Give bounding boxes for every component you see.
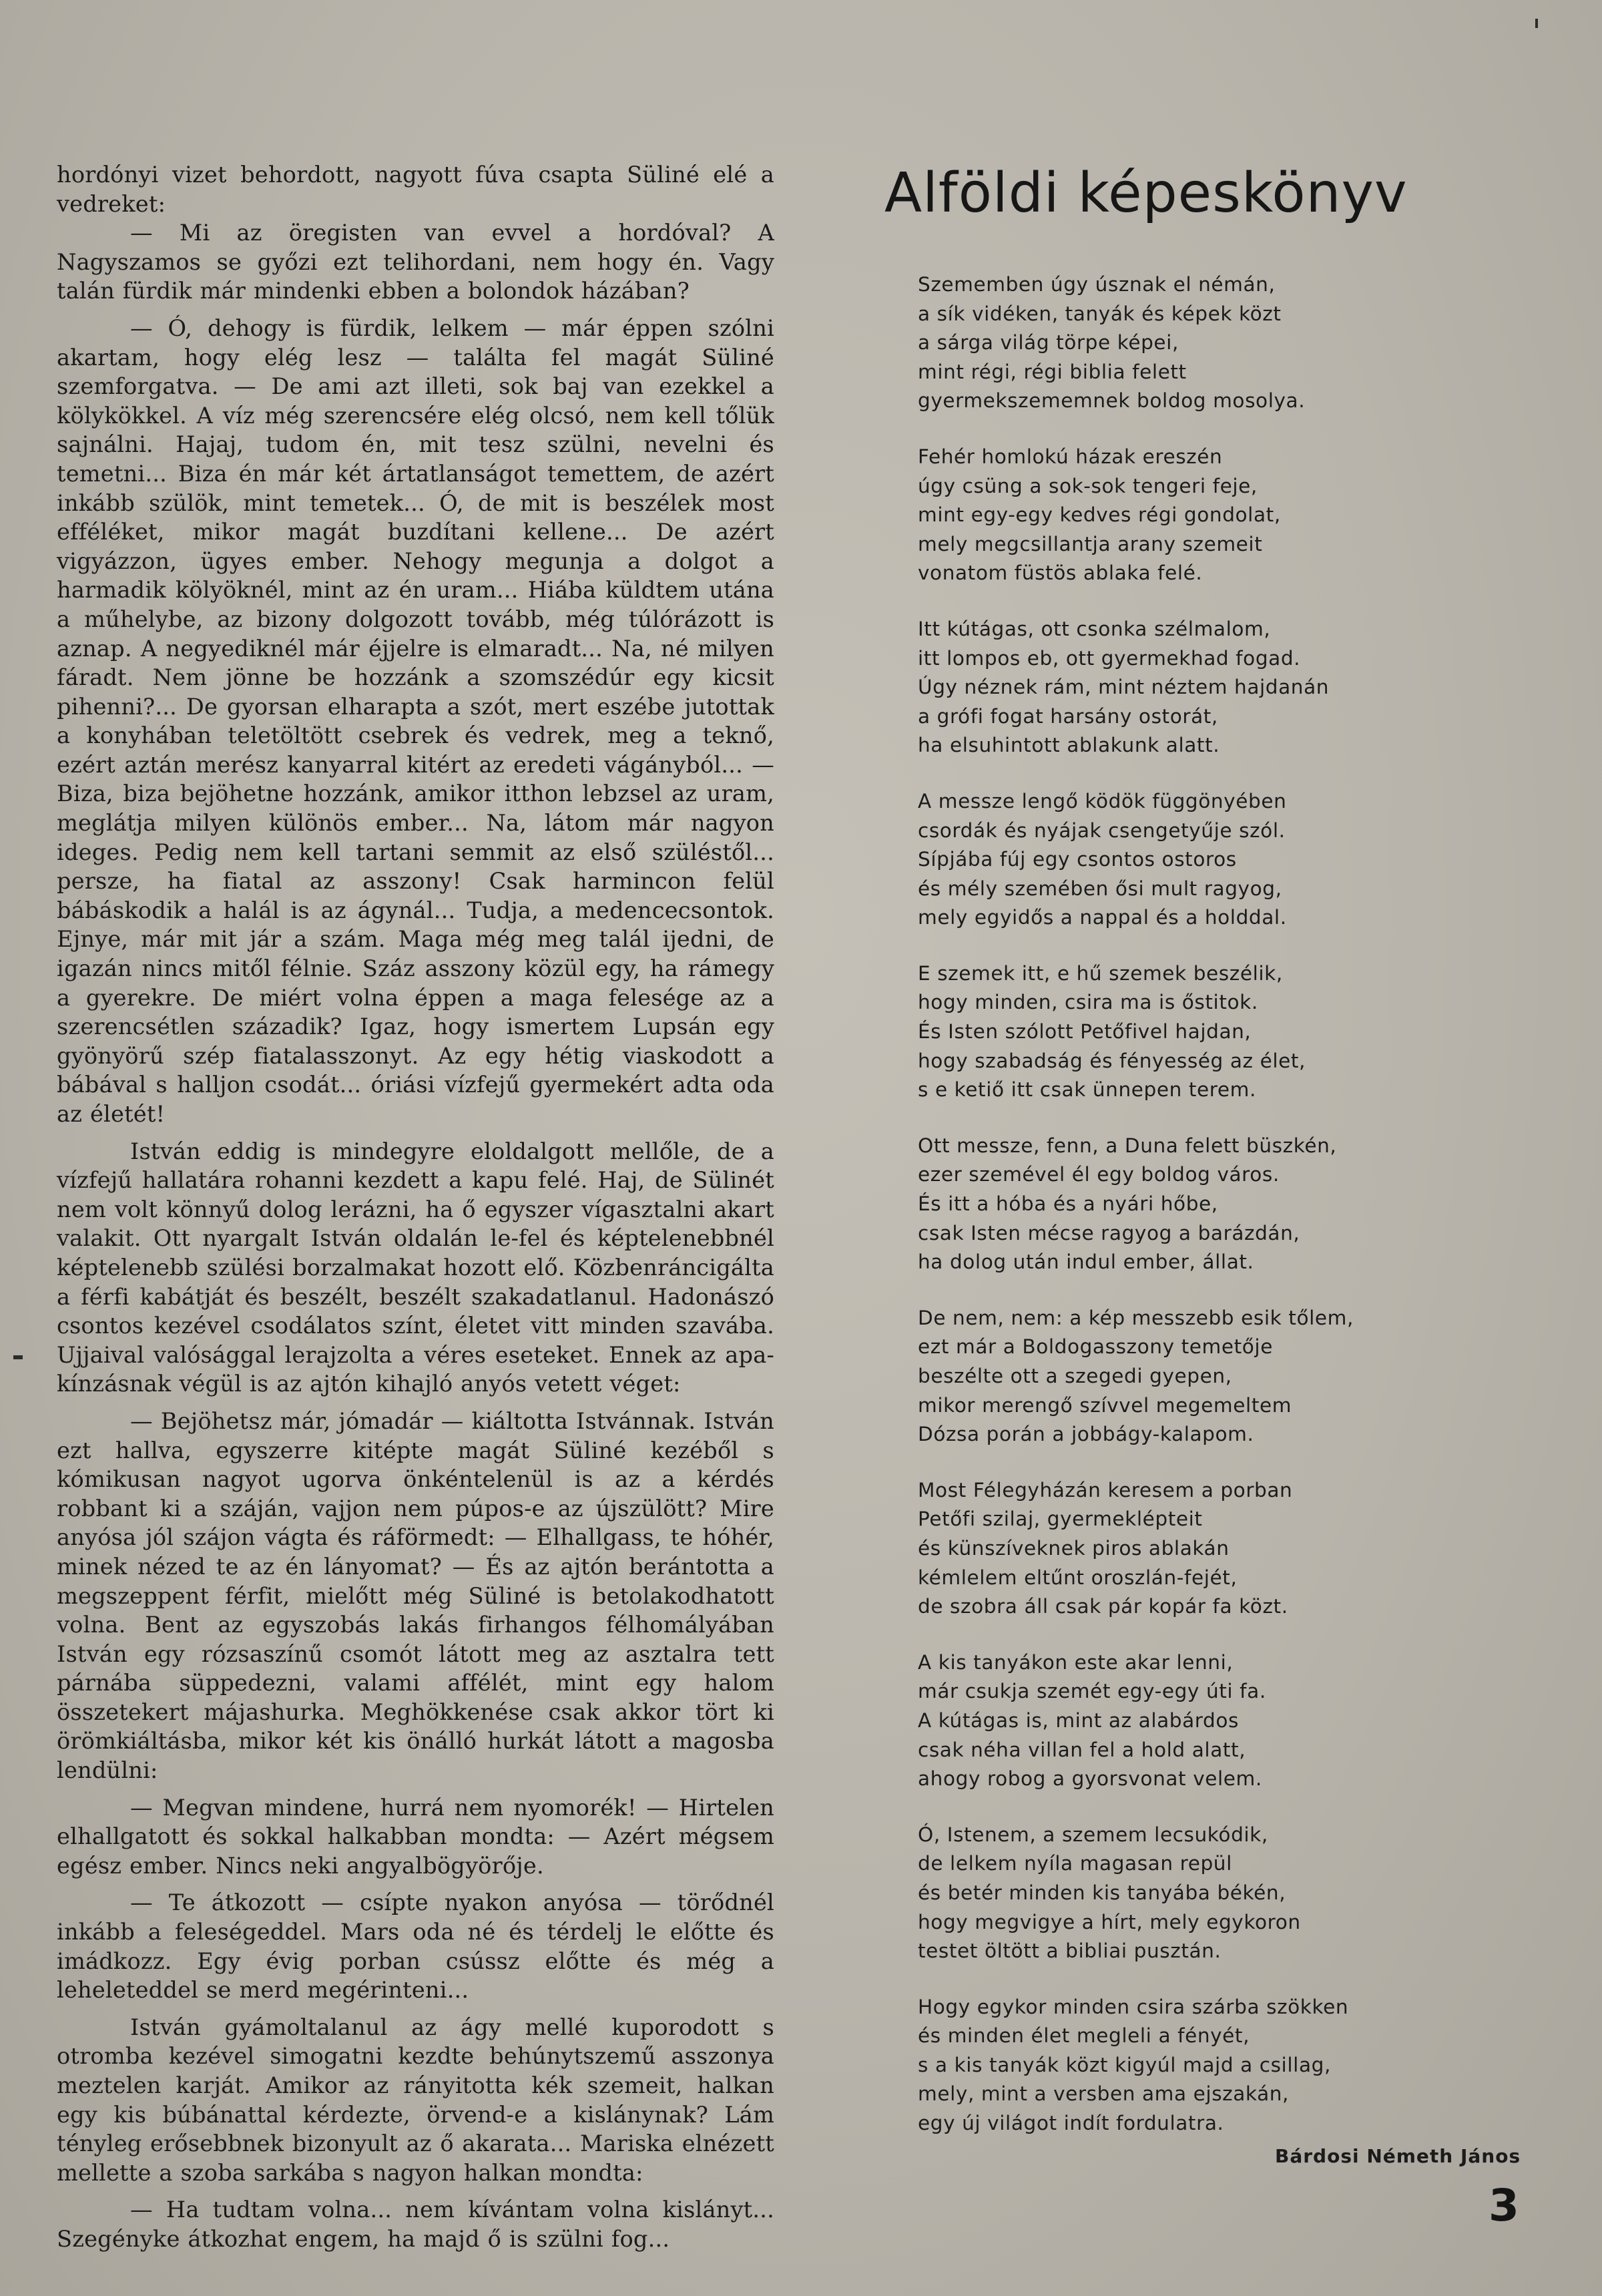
poem-line: gyermekszememnek boldog mosolya. <box>918 389 1306 413</box>
prose-paragraph: — Te átkozott — csípte nyakon anyósa — törődnél inkább a feleségeddel. Mars oda né és térdelj le előtte és imádkozz. Egy évig porban csússz előtte és még a leheleteddel se merd megérinteni... <box>57 1889 774 2004</box>
poem-line: ha elsuhintott ablakunk alatt. <box>918 734 1220 757</box>
poem-line: A kútágas is, mint az alabárdos <box>918 1708 1239 1732</box>
poem-line: testet öltött a bibliai pusztán. <box>918 1939 1222 1963</box>
poem-stanza <box>918 1993 1492 2138</box>
prose-paragraph: hordónyi vizet behordott, nagyott fúva csapta Süliné elé a vedreket: <box>57 162 774 217</box>
prose-column <box>57 160 774 2254</box>
poem-line: és minden élet megleli a fényét, <box>918 2024 1250 2048</box>
prose-paragraph: — Bejöhetsz már, jómadár — kiáltotta Istvánnak. István ezt hallva, egyszerre kitépte magát Süliné kezéből s kómikusan nagyot ugorva önkéntelenül is az a kérdés robbant ki a száján, vajjon nem púpos-e az újszülött? Mire anyósa jól szájon vágta és ráförmedt: — Elhallgass, te hóhér, minek nézed te az én lányomat? — És az ajtón berántotta a megszeppent férfit, mielőtt még Süliné is betolakodhatott volna. Bent az egyszobás lakás firhangos félhomályában István egy rózsaszínű csomót látott meg az asztalra tett párnába süppedezni, valami affélét, mint egy halom összetekert májashurka. Meghökkenése csak akkor tört ki örömkiáltásba, mikor két kis önálló hurkát látott a magosba lendülni: <box>57 1407 774 1784</box>
poem-line: A messze lengő ködök függönyében <box>918 789 1287 813</box>
prose-paragraph: István eddig is mindegyre eloldalgott mellőle, de a vízfejű hallatára rohanni kezdett a kapu felé. Haj, de Sülinét nem volt könnyű dolog lerázni, ha ő egyszer vígasztalni akart valakit. Ott nyargalt István oldalán le-fel és képtelenebbnél képtelenebb szülési borzalmakat hozott elő. Közbenráncigálta a férfi kabátját és beszélt, beszélt szakadatlanul. Hadonászó csontos kezével csodálatos színt, életet vitt minden szavába. Ujjaival valósággal lerajzolta a véres eseteket. Ennek az apa-kínzásnak végül is az ajtón kihajló anyós vetett véget: <box>57 1138 774 1397</box>
poem-line: ahogy robog a gyorsvonat velem. <box>918 1767 1262 1791</box>
poem-line: ezer szemével él egy boldog város. <box>918 1163 1280 1186</box>
page-number: 3 <box>1489 2180 1519 2231</box>
poem-line: E szemek itt, e hű szemek beszélik, <box>918 961 1283 985</box>
poem-line: A kis tanyákon este akar lenni, <box>918 1650 1234 1674</box>
prose-paragraph: — Megvan mindene, hurrá nem nyomorék! — Hirtelen elhallgatott és sokkal halkabban mondta: — Azért mégsem egész ember. Nincs neki angyalbögyörője. <box>57 1794 774 1879</box>
poem-line: ha dolog után indul ember, állat. <box>918 1250 1254 1274</box>
poem-stanza <box>918 443 1492 588</box>
poem-line: Hogy egykor minden csira szárba szökken <box>918 1995 1349 2018</box>
prose-paragraph: — Mi az öregisten van evvel a hordóval? A Nagyszamos se győzi ezt telihordani, nem hogy én. Vagy talán fürdik már mindenki ebben a bolondok házában? <box>57 220 774 304</box>
scan-mark <box>1535 19 1538 28</box>
poem-stanza <box>918 787 1492 933</box>
poem-line: és betér minden kis tanyába békén, <box>918 1881 1286 1904</box>
poem-line: a grófi fogat harsány ostorát, <box>918 704 1218 728</box>
poem-stanza <box>918 1821 1492 1966</box>
poem-line: mely, mint a versben ama ejszakán, <box>918 2082 1290 2106</box>
poem-line: kémlelem eltűnt oroszlán-fejét, <box>918 1566 1238 1589</box>
poem-stanza <box>918 270 1492 416</box>
poem-line: s a kis tanyák közt kigyúl majd a csillag, <box>918 2053 1331 2076</box>
poem-body <box>918 270 1492 2165</box>
poem-line: és mély szemében ősi mult ragyog, <box>918 877 1282 900</box>
prose-paragraph: István gyámoltalanul az ágy mellé kuporodott s otromba kezével simogatni kezdte behúnytszemű asszonya meztelen karját. Amikor az rányitotta kék szemeit, halkan egy kis búbánattal kérdezte, örvend-e a kislánynak? Lám tényleg erősebbnek bizonyult az ő akarata... Mariska elnézett mellette a szoba sarkába s nagyon halkan mondta: <box>57 2014 774 2186</box>
poem-line: mely egyidős a nappal és a holddal. <box>918 906 1287 929</box>
poem-line: csak néha villan fel a hold alatt, <box>918 1738 1246 1761</box>
poem-title: Alföldi képeskönyv <box>884 162 1408 225</box>
poem-line: a sárga világ törpe képei, <box>918 331 1179 355</box>
poem-line: Úgy néznek rám, mint néztem hajdanán <box>918 676 1330 699</box>
poem-line: a sík vidéken, tanyák és képek közt <box>918 302 1282 325</box>
poem-line: és künszíveknek piros ablakán <box>918 1536 1230 1560</box>
poem-line: hogy megvigye a hírt, mely egykoron <box>918 1910 1301 1933</box>
poem-line: Petőfi szilaj, gyermeklépteit <box>918 1508 1203 1531</box>
poem-line: már csukja szemét egy-egy úti fa. <box>918 1680 1266 1703</box>
poem-line: hogy szabadság és fényesség az élet, <box>918 1049 1306 1072</box>
poem-author: Bárdosi Németh János <box>1275 2145 1521 2167</box>
poem-line: Dózsa porán a jobbágy-kalapom. <box>918 1423 1254 1446</box>
poem-line: egy új világot indít fordulatra. <box>918 2112 1224 2135</box>
poem-stanza <box>918 1476 1492 1622</box>
scan-mark <box>13 1355 23 1359</box>
prose-paragraph: — Ó, dehogy is fürdik, lelkem — már éppen szólni akartam, hogy elég lesz — találta fel magát Süliné szemforgatva. — De ami azt illeti, sok baj van ezekkel a kölykökkel. A víz még szerencsére elég olcsó, nem kell tőlük sajnálni. Hajaj, tudom én, mit tesz szülni, nevelni és temetni... Biza én már két ártatlanságot temettem, de azért inkább szülök, mint temetek... Ó, de mit is beszélek most efféléket, mikor magát buzdítani kellene... De azért vigyázzon, ügyes ember. Nehogy megunja a dolgot a harmadik kölyöknél, mint az én uram... Hiába küldtem utána a műhelybe, az bizony dolgozott tovább, még túlórázott is aznap. A negyediknél már éjjelre is elmaradt... Na, né milyen fáradt. Nem jönne be hozzánk a szomszédúr egy kicsit pihenni?... De gyorsan elharapta a szót, mert eszébe jutottak a konyhában teletöltött csebrek és vedrek, meg a teknő, ezért aztán merész kanyarral kitért az eredeti vágányból... — Biza, biza bejöhetne hozzánk, amikor itthon lebzsel az uram, meglátja milyen különös ember... Na, látom már nagyon ideges. Pedig nem kell tartani semmit az első szüléstől... persze, ha fiatal az asszony! Csak harmincon felül bábáskodik a halál is az ágynál... Tudja, a medencecsontok. Ejnye, már mit jár a szám. Maga még meg talál ijedni, de igazán nincs mitől félnie. Száz asszony közül egy, ha rámegy a gyerekre. De miért volna éppen a maga felesége az a szerencsétlen századik? Igaz, hogy ismertem Lupsán egy gyönyörű szép fiatalasszonyt. Az egy hétig viaskodott a bábával s halljon csodát... óriási vízfejű gyermekért adta oda az életét! <box>57 314 774 1127</box>
poem-line: mely megcsillantja arany szemeit <box>918 532 1263 555</box>
poem-line: De nem, nem: a kép messzebb esik tőlem, <box>918 1306 1354 1329</box>
poem-line: Fehér homlokú házak ereszén <box>918 445 1223 468</box>
prose-paragraph: — Ha tudtam volna... nem kívántam volna kislányt... Szegényke átkozhat engem, ha majd ő is szülni fog... <box>57 2197 774 2252</box>
poem-stanza <box>918 1132 1492 1277</box>
poem-line: itt lompos eb, ott gyermekhad fogad. <box>918 646 1301 670</box>
poem-line: Itt kútágas, ott csonka szélmalom, <box>918 617 1271 640</box>
poem-line: Sípjába fúj egy csontos ostoros <box>918 848 1237 871</box>
poem-stanza <box>918 615 1492 760</box>
poem-line: s e ketiő itt csak ünnepen terem. <box>918 1078 1256 1102</box>
poem-stanza <box>918 1648 1492 1794</box>
poem-line: Ó, Istenem, a szemem lecsukódik, <box>918 1823 1268 1846</box>
poem-line: mint régi, régi biblia felett <box>918 360 1187 383</box>
poem-stanza <box>918 1304 1492 1449</box>
poem-line: Most Félegyházán keresem a porban <box>918 1478 1293 1502</box>
poem-line: vonatom füstös ablaka felé. <box>918 561 1203 585</box>
poem-line: de lelkem nyíla magasan repül <box>918 1852 1232 1875</box>
poem-line: ezt már a Boldogasszony temetője <box>918 1335 1273 1359</box>
poem-line: Ott messze, fenn, a Duna felett büszkén, <box>918 1134 1337 1157</box>
poem-line: És itt a hóba és a nyári hőbe, <box>918 1192 1218 1216</box>
poem-line: mikor merengő szívvel megemeltem <box>918 1393 1292 1417</box>
poem-line: úgy csüng a sok-sok tengeri feje, <box>918 474 1258 497</box>
poem-line: csordák és nyájak csengetyűje szól. <box>918 819 1286 842</box>
poem-line: mint egy-egy kedves régi gondolat, <box>918 503 1281 527</box>
poem-line: És Isten szólott Petőfivel hajdan, <box>918 1020 1252 1044</box>
poem-line: csak Isten mécse ragyog a barázdán, <box>918 1221 1300 1244</box>
poem-line: de szobra áll csak pár kopár fa közt. <box>918 1595 1288 1618</box>
poem-line: Szememben úgy úsznak el némán, <box>918 273 1276 296</box>
poem-line: hogy minden, csira ma is őstitok. <box>918 991 1258 1014</box>
poem-stanza <box>918 959 1492 1105</box>
poem-line: beszélte ott a szegedi gyepen, <box>918 1365 1232 1387</box>
